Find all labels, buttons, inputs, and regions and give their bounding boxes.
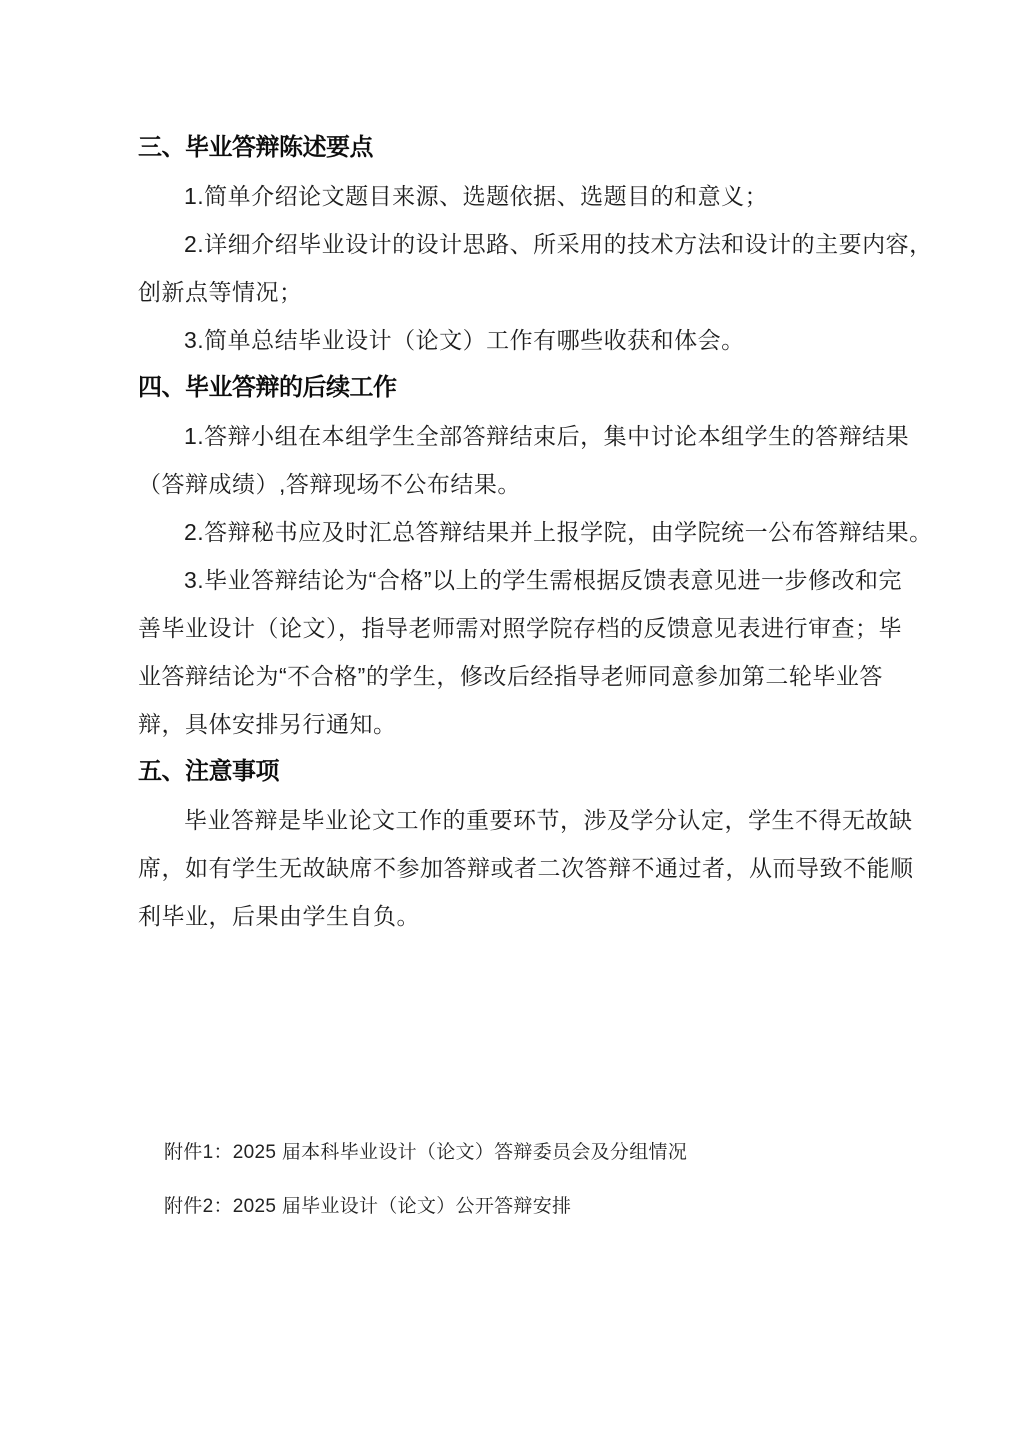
section-heading-4: 四、毕业答辩的后续工作: [138, 374, 397, 401]
paragraph-line: 创新点等情况；: [138, 279, 303, 305]
section-heading-3: 三、毕业答辩陈述要点: [138, 134, 373, 161]
attachment-item-1: 附件1：2025 届本科毕业设计（论文）答辩委员会及分组情况: [164, 1142, 688, 1163]
paragraph-line: 席，如有学生无故缺席不参加答辩或者二次答辩不通过者，从而导致不能顺: [138, 855, 914, 881]
section-heading-5: 五、注意事项: [138, 758, 279, 785]
paragraph-line: 辩，具体安排另行通知。: [138, 711, 397, 737]
paragraph-line: 毕业答辩是毕业论文工作的重要环节，涉及学分认定，学生不得无故缺: [184, 807, 913, 833]
paragraph-line: （答辩成绩）,答辩现场不公布结果。: [138, 471, 521, 497]
attachments-list: [164, 1126, 687, 1234]
attachment-item-2: 附件2：2025 届毕业设计（论文）公开答辩安排: [164, 1196, 572, 1217]
paragraph-line: 善毕业设计（论文），指导老师需对照学院存档的反馈意见表进行审查；毕: [138, 615, 902, 641]
paragraph-line: 2.详细介绍毕业设计的设计思路、所采用的技术方法和设计的主要内容，: [184, 231, 933, 257]
paragraph-line: 3.毕业答辩结论为“合格”以上的学生需根据反馈表意见进一步修改和完: [184, 567, 902, 593]
paragraph-line: 3.简单总结毕业设计（论文）工作有哪些收获和体会。: [184, 327, 745, 353]
document-body: [138, 124, 933, 940]
paragraph-line: 1.答辩小组在本组学生全部答辩结束后，集中讨论本组学生的答辩结果: [184, 423, 910, 449]
paragraph-line: 利毕业，后果由学生自负。: [138, 903, 420, 929]
paragraph-line: 业答辩结论为“不合格”的学生，修改后经指导老师同意参加第二轮毕业答: [138, 663, 883, 689]
paragraph-line: 2.答辩秘书应及时汇总答辩结果并上报学院，由学院统一公布答辩结果。: [184, 519, 933, 545]
paragraph-line: 1.简单介绍论文题目来源、选题依据、选题目的和意义；: [184, 183, 769, 209]
